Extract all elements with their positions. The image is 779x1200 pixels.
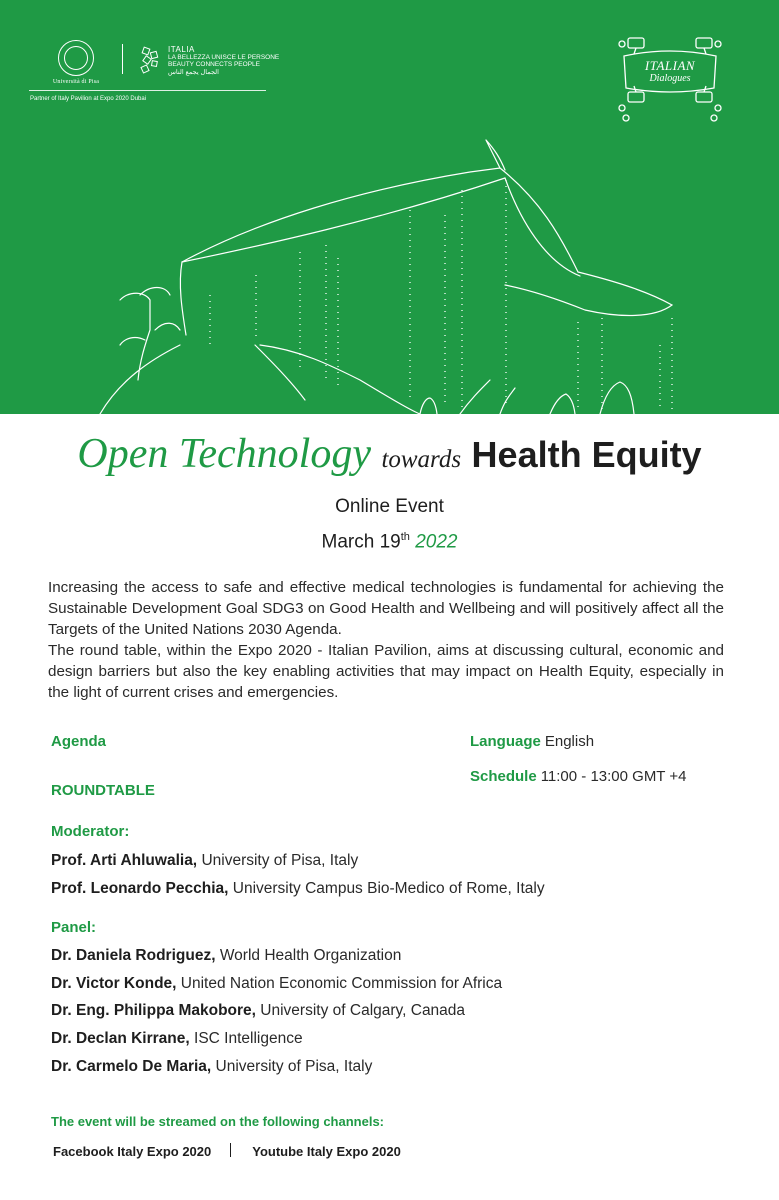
- roundtable-label: ROUNDTABLE: [51, 782, 155, 799]
- channel-divider: [230, 1143, 231, 1157]
- panelist-item: [51, 1058, 372, 1076]
- panelist-item: [51, 947, 401, 965]
- event-title: [0, 430, 779, 478]
- person-affiliation: World Health Organization: [219, 947, 402, 964]
- pavilion-illustration: [0, 0, 779, 414]
- schedule-value: 11:00 - 13:00 GMT +4: [540, 768, 687, 785]
- channel-facebook: Facebook Italy Expo 2020: [53, 1144, 212, 1159]
- channel-youtube: Youtube Italy Expo 2020: [252, 1144, 401, 1159]
- italia-tagline-en: BEAUTY CONNECTS PEOPLE: [168, 61, 260, 69]
- person-name: Prof. Leonardo Pecchia,: [51, 880, 229, 897]
- panel-heading: Panel:: [51, 919, 97, 936]
- dialogues-title: ITALIAN: [644, 58, 696, 73]
- streaming-channels: [53, 1143, 401, 1159]
- language-info: [470, 733, 594, 750]
- event-type: Online Event: [335, 496, 444, 517]
- title-part-towards: towards: [381, 446, 462, 473]
- person-name: Dr. Declan Kirrane,: [51, 1030, 190, 1047]
- person-affiliation: United Nation Economic Commission for Africa: [180, 975, 503, 992]
- italia-tagline-it: LA BELLEZZA UNISCE LE PERSONE: [168, 53, 280, 61]
- person-affiliation: University Campus Bio-Medico of Rome, Italy: [232, 880, 545, 897]
- person-name: Dr. Daniela Rodriguez,: [51, 947, 216, 964]
- streaming-heading: The event will be streamed on the following channels:: [51, 1114, 384, 1129]
- person-affiliation: ISC Intelligence: [194, 1030, 303, 1047]
- person-name: Dr. Carmelo De Maria,: [51, 1058, 212, 1075]
- date-year: 2022: [415, 531, 458, 553]
- partner-text: Partner of Italy Pavilion at Expo 2020 Dubai: [30, 96, 147, 102]
- panelist-item: [51, 1002, 465, 1020]
- intro-text: [48, 577, 724, 703]
- schedule-info: [470, 768, 686, 785]
- moderator-item: [51, 880, 545, 898]
- italia-name: ITALIA: [168, 45, 195, 54]
- date-day: March 19: [321, 531, 401, 553]
- intro-paragraph-1: Increasing the access to safe and effective medical technologies is fundamental for achieving the Sustainable Development Goal SDG3 on Good Health and Wellbeing and will positively affect all the Targets of the United Nations 2030 Agenda.: [48, 579, 724, 638]
- person-name: Dr. Victor Konde,: [51, 975, 177, 992]
- intro-paragraph-2: The round table, within the Expo 2020 - Italian Pavilion, aims at discussing cultural, economic and design barriers but also the key enabling activities that may impact on Health Equity, especially in the light of current crises and emergencies.: [48, 642, 724, 701]
- schedule-label: Schedule: [470, 768, 537, 785]
- person-affiliation: University of Pisa, Italy: [215, 1058, 373, 1075]
- person-name: Prof. Arti Ahluwalia,: [51, 852, 198, 869]
- header-banner: [0, 0, 779, 414]
- person-affiliation: University of Pisa, Italy: [201, 852, 359, 869]
- panelist-item: [51, 1030, 303, 1048]
- agenda-label: Agenda: [51, 733, 107, 750]
- university-name: Università di Pisa: [52, 79, 100, 85]
- moderator-heading: Moderator:: [51, 823, 130, 840]
- italia-tagline-ar: الجمال يجمع الناس: [168, 68, 219, 76]
- language-value: English: [544, 733, 595, 750]
- title-part-open-technology: Open Technology: [77, 431, 371, 477]
- moderator-item: [51, 852, 358, 870]
- title-part-health-equity: Health Equity: [471, 434, 702, 475]
- person-name: Dr. Eng. Philippa Makobore,: [51, 1002, 256, 1019]
- dialogues-subtitle: Dialogues: [649, 73, 691, 84]
- language-label: Language: [470, 733, 541, 750]
- person-affiliation: University of Calgary, Canada: [260, 1002, 466, 1019]
- panelist-item: [51, 975, 502, 993]
- event-date: [0, 531, 779, 553]
- date-suffix: th: [400, 531, 410, 543]
